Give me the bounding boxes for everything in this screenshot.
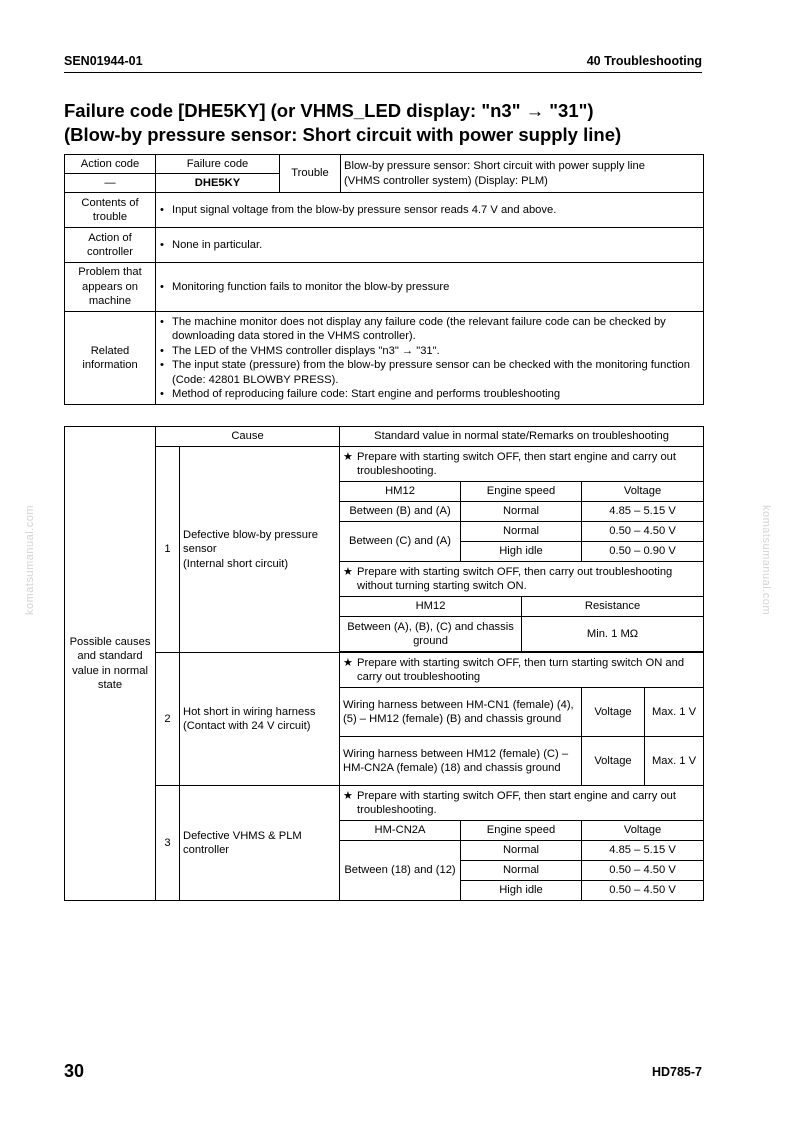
table-cell: Voltage (582, 688, 645, 737)
cause-2-number: 2 (156, 653, 180, 786)
related-item: • Method of reproducing failure code: Start engine and performs troubleshooting (159, 387, 700, 402)
related-item: • The LED of the VHMS controller displays "n3" → "31". (159, 344, 700, 359)
table-cell: Max. 1 V (645, 737, 704, 786)
action-label: Action of controller (65, 228, 156, 263)
table-cell: 4.85 – 5.15 V (582, 841, 704, 861)
cause-1-text: Defective blow-by pressure sensor (Internal short circuit) (180, 447, 340, 653)
table-cell: High idle (461, 542, 582, 562)
action-text: • None in particular. (159, 238, 700, 253)
table-cell: Normal (461, 861, 582, 881)
problem-text: • Monitoring function fails to monitor the blow-by pressure (159, 280, 700, 295)
model-name: HD785-7 (651, 1065, 702, 1079)
standard-header: Standard value in normal state/Remarks on troubleshooting (340, 427, 704, 447)
table-cell: High idle (461, 881, 582, 901)
failure-code-label: Failure code (156, 155, 280, 174)
table-cell: Between (C) and (A) (340, 522, 461, 562)
col-head-engine-speed: Engine speed (461, 821, 582, 841)
table-cell: Normal (461, 522, 582, 542)
watermark-right: komatsumanual.com (760, 505, 772, 615)
cause-1-number: 1 (156, 447, 180, 653)
page-header (64, 52, 702, 73)
section-title: 40 Troubleshooting (586, 54, 702, 68)
col-head-engine-speed: Engine speed (461, 482, 582, 502)
col-head-hm12: HM12 (340, 597, 522, 617)
contents-label: Contents of trouble (65, 193, 156, 228)
table-cell: 0.50 – 4.50 V (582, 522, 704, 542)
page-title (64, 99, 714, 147)
star-icon: ★ (343, 789, 354, 802)
table-cell: Between (A), (B), (C) and chassis ground (340, 617, 522, 652)
table-cell: Between (18) and (12) (340, 841, 461, 901)
failure-code-value: DHE5KY (156, 174, 280, 193)
trouble-description (341, 155, 704, 193)
table-cell: Wiring harness between HM-CN1 (female) (4), (5) – HM12 (female) (B) and chassis ground (340, 688, 582, 737)
col-head-resistance: Resistance (522, 597, 704, 617)
cause-3-text: Defective VHMS & PLM controller (180, 786, 340, 901)
cause-header: Cause (156, 427, 340, 447)
trouble-label: Trouble (280, 155, 341, 193)
cause-3-note: Prepare with starting switch OFF, then start engine and carry out troubleshooting. (357, 789, 676, 816)
watermark-left: komatsumanual.com (24, 505, 36, 615)
col-head-voltage: Voltage (582, 482, 704, 502)
page-footer (64, 1061, 702, 1085)
table-cell: Between (B) and (A) (340, 502, 461, 522)
table-cell: Min. 1 MΩ (522, 617, 704, 652)
col-head-voltage: Voltage (582, 821, 704, 841)
table-cell: Normal (461, 841, 582, 861)
possible-causes-label: Possible causes and standard value in normal state (65, 427, 156, 901)
related-item: • The input state (pressure) from the blow-by pressure sensor can be checked with the monitoring function (Code: 42801 BLOWBY PRESS). (159, 358, 700, 387)
trouble-text-1: Blow-by pressure sensor: Short circuit with power supply line (344, 160, 645, 172)
related-item: • The machine monitor does not display any failure code (the relevant failure code can be checked by downloading data stored in the VHMS controller). (159, 315, 700, 344)
star-icon: ★ (343, 656, 354, 669)
cause-2-text: Hot short in wiring harness (Contact with 24 V circuit) (180, 653, 340, 786)
cause-table (64, 426, 704, 901)
star-icon: ★ (343, 450, 354, 463)
table-cell: 0.50 – 4.50 V (582, 861, 704, 881)
cause-2-note: Prepare with starting switch OFF, then turn starting switch ON and carry out troubleshooting (357, 656, 685, 683)
related-label: Related information (65, 312, 156, 405)
action-code-value: — (65, 174, 156, 193)
trouble-text-2: (VHMS controller system) (Display: PLM) (344, 174, 548, 187)
table-cell: 4.85 – 5.15 V (582, 502, 704, 522)
related-info-list (159, 315, 700, 402)
page-number: 30 (64, 1061, 85, 1081)
col-head-hm-cn2a: HM-CN2A (340, 821, 461, 841)
cause-3-number: 3 (156, 786, 180, 901)
cause-1-note-1: Prepare with starting switch OFF, then start engine and carry out troubleshooting. (357, 450, 676, 477)
problem-label: Problem that appears on machine (65, 263, 156, 312)
contents-text: • Input signal voltage from the blow-by pressure sensor reads 4.7 V and above. (159, 203, 700, 218)
cause-1-note-2: Prepare with starting switch OFF, then carry out troubleshooting without turning starting switch ON. (357, 565, 673, 592)
table-cell: Normal (461, 502, 582, 522)
table-cell: 0.50 – 0.90 V (582, 542, 704, 562)
col-head-hm12: HM12 (340, 482, 461, 502)
table-cell: Max. 1 V (645, 688, 704, 737)
table-cell: Voltage (582, 737, 645, 786)
doc-code: SEN01944-01 (64, 54, 143, 68)
table-cell: Wiring harness between HM12 (female) (C) – HM-CN2A (female) (18) and chassis ground (340, 737, 582, 786)
title-line-2: (Blow-by pressure sensor: Short circuit with power supply line) (64, 124, 622, 145)
table-cell: 0.50 – 4.50 V (582, 881, 704, 901)
title-line-1: Failure code [DHE5KY] (or VHMS_LED display: "n3" → "31") (64, 100, 594, 121)
failure-info-table (64, 154, 704, 405)
star-icon: ★ (343, 565, 354, 578)
action-code-label: Action code (65, 155, 156, 174)
